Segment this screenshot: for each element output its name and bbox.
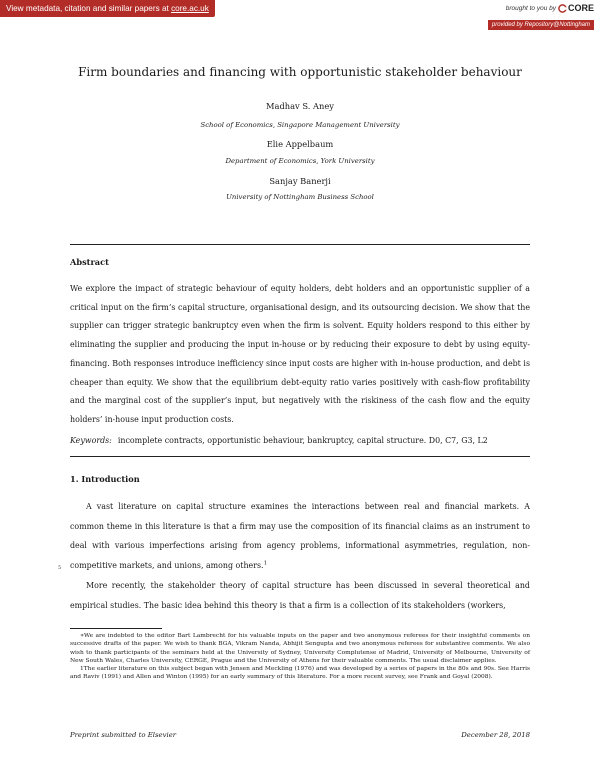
abstract-heading: Abstract: [70, 257, 109, 267]
keywords-text: incomplete contracts, opportunistic behaviour, bankruptcy, capital structure. D0, C7, G3, L2: [117, 436, 488, 445]
footnote-rule: [70, 628, 162, 629]
intro-paragraph-1: [70, 497, 530, 575]
core-logo-text: CORE: [567, 3, 594, 13]
author-name: Madhav S. Aney: [266, 101, 334, 111]
keywords-line: [70, 436, 530, 445]
author-affiliation: School of Economics, Singapore Management University: [200, 121, 400, 129]
core-banner: [0, 0, 600, 28]
footnote-1: 1The earlier literature on this subject began with Jensen and Meckling (1976) and was developed by a series of papers in the 80s and 90s. See Harris and Raviv (1991) and Allen and Winton (1995) for an early summary of this literature. For a more recent survey, see Frank and Goyal (2008).: [70, 666, 530, 681]
author-affiliation: University of Nottingham Business School: [226, 193, 374, 201]
core-metadata-link[interactable]: [0, 0, 215, 17]
core-brought-by: brought to you by: [505, 4, 556, 12]
author-name: Elie Appelbaum: [266, 139, 334, 149]
paper-title: Firm boundaries and financing with opportunistic stakeholder behaviour: [78, 65, 522, 79]
abstract-top-rule: [70, 244, 530, 245]
core-logo-icon: [558, 4, 567, 13]
footnote-marker[interactable]: 1: [263, 560, 268, 567]
abstract-text: We explore the impact of strategic behaviour of equity holders, debt holders and an opportunistic supplier of a critical input on the firm’s capital structure, organisational design, and its outsourcing decision. We show that the supplier can trigger strategic bankruptcy even when the firm is solvent. Equity holders respond to this either by eliminating the supplier and producing the input in-house or by reducing their exposure to debt by using equity-financing. Both responses introduce inefficiency since input costs are higher with in-house production, and debt is cheaper than equity. We show that the equilibrium debt-equity ratio varies positively with cash-flow profitability and the marginal cost of the supplier’s input, but negatively with the riskiness of the cash flow and the equity holders’ in-house input production costs.: [70, 284, 530, 424]
section-heading-introduction: 1. Introduction: [70, 474, 140, 484]
intro-paragraph-1-block: [70, 497, 530, 575]
core-brand: [488, 3, 594, 13]
core-attribution: [488, 3, 594, 31]
line-number: 5: [58, 565, 62, 571]
footnote-acknowledgement: ∗We are indebted to the editor Bart Lambrecht for his valuable inputs on the paper and two anonymous referees for their insightful comments on successive drafts of the paper. We wish to thank BGA, Vikram Nanda, Abhijit Sengupta and two anonymous referees for substantive comments. We also wish to thank participants of the seminars held at the University of Sydney, University Complutense of Madrid, University of Melbourne, University of New South Wales, Charles University, CERGE, Prague and the University of Athens for their valuable comments. The usual disclaimer applies.: [70, 633, 530, 664]
author-affiliation: Department of Economics, York University: [225, 157, 375, 165]
footnotes: [70, 632, 530, 682]
intro-paragraph-1-text: A vast literature on capital structure examines the interactions between real and financial markets. A common theme in this literature is that a firm may use the composition of its financial claims as an instrument to deal with various imperfections arising from agency problems, informational asymmetries, regulation, non-competitive markets, and unions, among others.: [70, 502, 530, 570]
core-provided-by[interactable]: provided by Repository@Nottingham: [488, 20, 594, 30]
core-link-domain: core.ac.uk: [171, 4, 209, 13]
intro-paragraph-2: More recently, the stakeholder theory of capital structure has been discussed in several theoretical and empirical studies. The basic idea behind this theory is that a firm is a collection of its stakeholders (workers,: [70, 581, 530, 610]
core-link-prefix: View metadata, citation and similar papers at: [6, 4, 172, 13]
author-name: Sanjay Banerji: [269, 176, 331, 186]
preprint-notice: Preprint submitted to Elsevier: [70, 731, 177, 739]
preprint-date: December 28, 2018: [461, 731, 530, 739]
intro-paragraph-2-block: [70, 576, 530, 615]
core-logo[interactable]: [558, 3, 594, 13]
keywords-label: Keywords:: [70, 436, 112, 445]
abstract-bottom-rule: [70, 456, 530, 457]
